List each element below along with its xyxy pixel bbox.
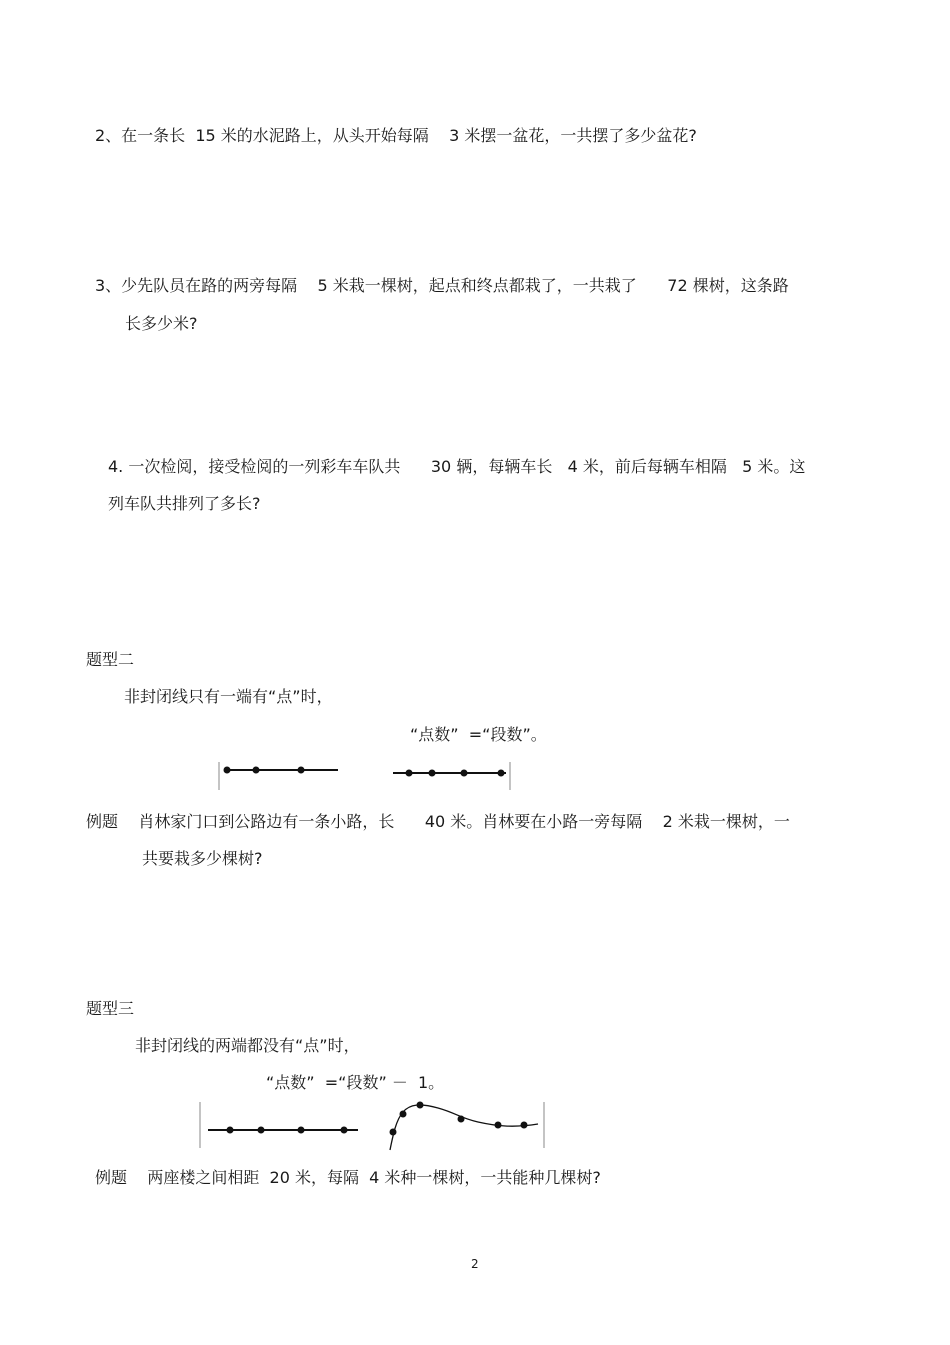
segment-line-curve bbox=[390, 1105, 538, 1150]
problem-2-text: 2、在一条长 15 米的水泥路上，从头开始每隔 3 米摆一盆花，一共摆了多少盆花? bbox=[95, 126, 697, 145]
point-dot bbox=[258, 1127, 265, 1134]
type-3-rule: 非封闭线的两端都没有“点”时， bbox=[135, 1036, 360, 1055]
point-dot bbox=[495, 1122, 502, 1129]
point-dot bbox=[253, 767, 260, 774]
type-2-formula: “点数” =“段数”。 bbox=[410, 725, 547, 744]
point-dot bbox=[400, 1111, 407, 1118]
point-dot bbox=[498, 770, 505, 777]
type-2-heading: 题型二 bbox=[86, 650, 135, 669]
page-number: 2 bbox=[471, 1257, 479, 1271]
type-3-diagram bbox=[198, 1100, 548, 1152]
point-dot bbox=[429, 770, 436, 777]
problem-3-text-line-2: 长多少米? bbox=[125, 314, 198, 333]
point-dot bbox=[406, 770, 413, 777]
point-dot bbox=[417, 1102, 424, 1109]
problem-4-text-line-1: 4. 一次检阅，接受检阅的一列彩车车队共 30 辆，每辆车长 4 米，前后每辆车相隔 5 米。这 bbox=[108, 457, 806, 476]
problem-3-text-line-1: 3、少先队员在路的两旁每隔 5 米栽一棵树，起点和终点都栽了，一共栽了 72 棵树，这条路 bbox=[95, 276, 789, 295]
point-dot bbox=[521, 1122, 528, 1129]
type-2-diagram bbox=[218, 760, 513, 792]
type-3-heading: 题型三 bbox=[86, 999, 135, 1018]
type-3-formula: “点数” =“段数” － 1。 bbox=[266, 1073, 445, 1092]
point-dot bbox=[224, 767, 231, 774]
point-dot bbox=[458, 1116, 465, 1123]
point-dot bbox=[298, 767, 305, 774]
type-2-example-line-2: 共要栽多少棵树? bbox=[142, 849, 263, 868]
point-dot bbox=[298, 1127, 305, 1134]
point-dot bbox=[390, 1129, 397, 1136]
type-3-example: 例题 两座楼之间相距 20 米，每隔 4 米种一棵树，一共能种几棵树? bbox=[95, 1168, 601, 1187]
type-2-example-line-1: 例题 肖林家门口到公路边有一条小路，长 40 米。肖林要在小路一旁每隔 2 米栽一棵树，一 bbox=[86, 812, 790, 831]
type-2-rule: 非封闭线只有一端有“点”时， bbox=[124, 687, 333, 706]
point-dot bbox=[341, 1127, 348, 1134]
point-dot bbox=[461, 770, 468, 777]
point-dot bbox=[227, 1127, 234, 1134]
problem-4-text-line-2: 列车队共排列了多长? bbox=[108, 494, 261, 513]
